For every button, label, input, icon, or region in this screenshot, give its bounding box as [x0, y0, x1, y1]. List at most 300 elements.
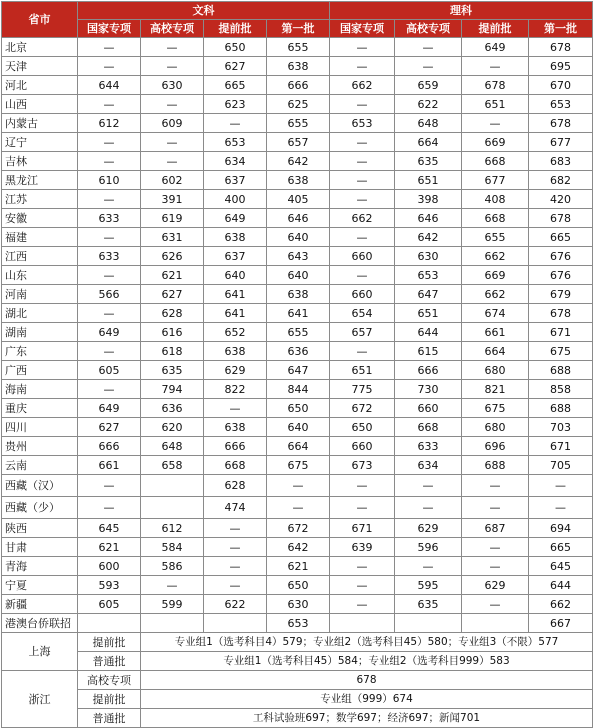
score-cell: 420 — [529, 190, 593, 209]
header-sub-4: 国家专项 — [330, 20, 395, 38]
score-cell: — — [330, 133, 395, 152]
score-cell: — — [78, 152, 141, 171]
score-cell: — — [395, 38, 462, 57]
score-cell: — — [330, 228, 395, 247]
batch-label: 提前批 — [78, 633, 141, 652]
score-cell: — — [141, 576, 204, 595]
score-cell: 646 — [267, 209, 330, 228]
score-cell: 645 — [529, 557, 593, 576]
score-cell: 619 — [141, 209, 204, 228]
score-cell: 638 — [267, 57, 330, 76]
table-row — [2, 380, 593, 399]
score-cell: 688 — [462, 456, 529, 475]
score-cell: 676 — [529, 266, 593, 285]
header-sub-3: 第一批 — [267, 20, 330, 38]
score-cell: 650 — [267, 399, 330, 418]
score-cell: — — [204, 399, 267, 418]
score-cell: 596 — [395, 538, 462, 557]
score-cell: 657 — [267, 133, 330, 152]
score-cell: 636 — [141, 399, 204, 418]
score-cell — [141, 497, 204, 519]
score-cell: 633 — [78, 209, 141, 228]
score-cell: 638 — [267, 171, 330, 190]
score-cell: 625 — [267, 95, 330, 114]
table-row — [2, 475, 593, 497]
table-row — [2, 266, 593, 285]
score-cell: — — [395, 497, 462, 519]
province-name: 陕西 — [2, 519, 78, 538]
score-cell: 647 — [395, 285, 462, 304]
table-row — [2, 38, 593, 57]
header-like: 理科 — [330, 2, 593, 20]
province-name: 重庆 — [2, 399, 78, 418]
score-cell: 694 — [529, 519, 593, 538]
score-cell: 621 — [141, 266, 204, 285]
score-cell: 398 — [395, 190, 462, 209]
batch-note: 工科试验班697；数学697；经济697；新闻701 — [141, 709, 593, 728]
batch-note: 678 — [141, 671, 593, 690]
batch-note: 专业组1（选考科目45）584；专业组2（选考科目999）583 — [141, 652, 593, 671]
score-cell: 638 — [204, 342, 267, 361]
score-cell: 687 — [462, 519, 529, 538]
score-cell — [78, 614, 141, 633]
province-name: 福建 — [2, 228, 78, 247]
province-name: 西藏（少） — [2, 497, 78, 519]
score-cell: — — [78, 190, 141, 209]
score-cell: 628 — [141, 304, 204, 323]
score-cell: 391 — [141, 190, 204, 209]
score-cell: 405 — [267, 190, 330, 209]
shanghai-row — [2, 652, 593, 671]
province-name: 辽宁 — [2, 133, 78, 152]
score-cell: 622 — [204, 595, 267, 614]
score-cell: 661 — [462, 323, 529, 342]
score-cell: 650 — [330, 418, 395, 437]
score-cell: 641 — [204, 285, 267, 304]
score-cell: 651 — [395, 304, 462, 323]
province-name: 港澳台侨联招 — [2, 614, 78, 633]
score-cell: 622 — [395, 95, 462, 114]
score-cell: 633 — [395, 437, 462, 456]
province-name: 青海 — [2, 557, 78, 576]
score-cell: 669 — [462, 266, 529, 285]
score-cell: 678 — [529, 209, 593, 228]
table-row — [2, 595, 593, 614]
score-cell: 666 — [78, 437, 141, 456]
province-name: 湖北 — [2, 304, 78, 323]
score-cell: 669 — [462, 133, 529, 152]
score-cell: 680 — [462, 418, 529, 437]
score-cell: — — [204, 114, 267, 133]
score-cell: — — [330, 38, 395, 57]
score-cell: 665 — [529, 228, 593, 247]
score-cell: 657 — [330, 323, 395, 342]
score-cell: — — [78, 475, 141, 497]
score-cell: — — [78, 228, 141, 247]
score-cell: — — [78, 304, 141, 323]
score-cell: 666 — [204, 437, 267, 456]
score-cell: 703 — [529, 418, 593, 437]
score-cell: 631 — [141, 228, 204, 247]
score-cell: 651 — [395, 171, 462, 190]
score-cell: 677 — [462, 171, 529, 190]
province-name-zhejiang: 浙江 — [2, 671, 78, 728]
score-cell: 688 — [529, 399, 593, 418]
score-cell: 600 — [78, 557, 141, 576]
admission-score-table — [1, 1, 593, 728]
score-cell: 644 — [395, 323, 462, 342]
batch-note: 专业组（999）674 — [141, 690, 593, 709]
table-row — [2, 399, 593, 418]
header-sub-0: 国家专项 — [78, 20, 141, 38]
province-name: 宁夏 — [2, 576, 78, 595]
score-cell: 584 — [141, 538, 204, 557]
province-name: 河北 — [2, 76, 78, 95]
score-cell: 612 — [141, 519, 204, 538]
score-cell: 627 — [204, 57, 267, 76]
score-cell: 649 — [462, 38, 529, 57]
score-cell: 629 — [204, 361, 267, 380]
table-row — [2, 209, 593, 228]
province-name: 四川 — [2, 418, 78, 437]
score-cell: — — [204, 538, 267, 557]
score-cell — [395, 614, 462, 633]
score-cell: 655 — [267, 323, 330, 342]
score-cell: 630 — [395, 247, 462, 266]
score-cell: 664 — [267, 437, 330, 456]
table-row — [2, 171, 593, 190]
score-cell: — — [78, 342, 141, 361]
table-row — [2, 519, 593, 538]
province-name: 西藏（汉） — [2, 475, 78, 497]
province-name: 北京 — [2, 38, 78, 57]
table-row — [2, 323, 593, 342]
score-cell: — — [462, 497, 529, 519]
table-row — [2, 614, 593, 633]
score-cell: 586 — [141, 557, 204, 576]
score-cell: 664 — [395, 133, 462, 152]
table-row — [2, 361, 593, 380]
score-cell: 668 — [204, 456, 267, 475]
shanghai-row — [2, 633, 593, 652]
province-name: 广西 — [2, 361, 78, 380]
score-cell: 649 — [78, 323, 141, 342]
score-cell: 633 — [78, 247, 141, 266]
score-cell: — — [204, 519, 267, 538]
score-cell: 474 — [204, 497, 267, 519]
score-cell: 858 — [529, 380, 593, 399]
table-row — [2, 418, 593, 437]
score-cell: 671 — [330, 519, 395, 538]
score-cell: 635 — [395, 152, 462, 171]
score-cell: — — [78, 497, 141, 519]
score-cell: 605 — [78, 595, 141, 614]
score-cell: 644 — [78, 76, 141, 95]
province-name: 内蒙古 — [2, 114, 78, 133]
score-cell: — — [529, 497, 593, 519]
score-cell: 665 — [529, 538, 593, 557]
score-cell: — — [141, 133, 204, 152]
table-row — [2, 497, 593, 519]
header-sub-5: 高校专项 — [395, 20, 462, 38]
score-cell: 655 — [267, 114, 330, 133]
score-cell: — — [330, 57, 395, 76]
province-name: 安徽 — [2, 209, 78, 228]
score-cell: 641 — [204, 304, 267, 323]
header-wenke: 文科 — [78, 2, 330, 20]
score-cell: 593 — [78, 576, 141, 595]
table-row — [2, 247, 593, 266]
score-cell: 665 — [204, 76, 267, 95]
score-cell: 637 — [204, 247, 267, 266]
score-cell: 623 — [204, 95, 267, 114]
score-cell: — — [330, 342, 395, 361]
score-cell: 400 — [204, 190, 267, 209]
province-name: 广东 — [2, 342, 78, 361]
score-cell: 660 — [395, 399, 462, 418]
score-cell: 659 — [395, 76, 462, 95]
score-cell: 662 — [462, 247, 529, 266]
score-cell: 649 — [204, 209, 267, 228]
score-cell: 648 — [395, 114, 462, 133]
score-cell: — — [462, 57, 529, 76]
score-cell: — — [204, 557, 267, 576]
score-cell: 408 — [462, 190, 529, 209]
table-row — [2, 152, 593, 171]
score-cell — [204, 614, 267, 633]
score-cell: 626 — [141, 247, 204, 266]
score-cell: — — [462, 538, 529, 557]
score-cell: 674 — [462, 304, 529, 323]
score-cell: — — [204, 576, 267, 595]
score-cell: — — [330, 557, 395, 576]
score-cell: 645 — [78, 519, 141, 538]
score-cell: 610 — [78, 171, 141, 190]
table-row — [2, 76, 593, 95]
table-row — [2, 437, 593, 456]
score-cell: 794 — [141, 380, 204, 399]
score-cell: — — [462, 557, 529, 576]
score-cell: 621 — [78, 538, 141, 557]
score-cell: 662 — [529, 595, 593, 614]
table-row — [2, 114, 593, 133]
score-cell: 683 — [529, 152, 593, 171]
province-name: 山西 — [2, 95, 78, 114]
province-name-shanghai: 上海 — [2, 633, 78, 671]
score-cell: — — [330, 475, 395, 497]
score-cell: 666 — [267, 76, 330, 95]
score-cell: 678 — [462, 76, 529, 95]
score-cell: — — [78, 266, 141, 285]
batch-note: 专业组1（选考科目4）579；专业组2（选考科目45）580；专业组3（不限）577 — [141, 633, 593, 652]
score-cell: — — [462, 595, 529, 614]
header-province: 省市 — [2, 2, 78, 38]
province-name: 贵州 — [2, 437, 78, 456]
score-cell: 628 — [204, 475, 267, 497]
score-cell: 652 — [204, 323, 267, 342]
score-cell: 653 — [267, 614, 330, 633]
score-cell: 678 — [529, 114, 593, 133]
score-cell: 636 — [267, 342, 330, 361]
score-cell: 651 — [330, 361, 395, 380]
score-cell: 642 — [267, 152, 330, 171]
province-name: 天津 — [2, 57, 78, 76]
score-cell: 620 — [141, 418, 204, 437]
score-cell: 654 — [330, 304, 395, 323]
table-row — [2, 557, 593, 576]
score-cell: 655 — [267, 38, 330, 57]
score-cell: 639 — [330, 538, 395, 557]
province-name: 湖南 — [2, 323, 78, 342]
score-cell: 668 — [395, 418, 462, 437]
table-row — [2, 576, 593, 595]
score-cell: — — [462, 475, 529, 497]
score-cell: 653 — [529, 95, 593, 114]
score-cell: 662 — [462, 285, 529, 304]
score-cell: 660 — [330, 285, 395, 304]
score-cell: 599 — [141, 595, 204, 614]
score-cell: — — [141, 38, 204, 57]
score-cell: — — [462, 114, 529, 133]
score-cell: 647 — [267, 361, 330, 380]
score-cell: 672 — [330, 399, 395, 418]
score-cell: 822 — [204, 380, 267, 399]
score-cell: 844 — [267, 380, 330, 399]
score-cell: 658 — [141, 456, 204, 475]
score-cell: 644 — [529, 576, 593, 595]
score-cell: 629 — [462, 576, 529, 595]
batch-label: 高校专项 — [78, 671, 141, 690]
score-cell: — — [78, 133, 141, 152]
score-cell: — — [141, 95, 204, 114]
score-cell: — — [395, 557, 462, 576]
score-cell: — — [267, 497, 330, 519]
table-row — [2, 190, 593, 209]
score-cell: 638 — [267, 285, 330, 304]
score-cell: — — [330, 171, 395, 190]
province-name: 吉林 — [2, 152, 78, 171]
province-name: 海南 — [2, 380, 78, 399]
table-row — [2, 304, 593, 323]
score-cell: — — [330, 595, 395, 614]
batch-label: 普通批 — [78, 652, 141, 671]
score-cell: — — [78, 38, 141, 57]
score-cell: 667 — [529, 614, 593, 633]
score-cell: 635 — [141, 361, 204, 380]
score-cell: — — [395, 57, 462, 76]
score-cell: 668 — [462, 209, 529, 228]
score-cell: 678 — [529, 38, 593, 57]
score-cell: 649 — [78, 399, 141, 418]
score-cell: 640 — [267, 418, 330, 437]
score-cell: 680 — [462, 361, 529, 380]
score-cell: 675 — [529, 342, 593, 361]
zhejiang-row — [2, 690, 593, 709]
score-cell: — — [529, 475, 593, 497]
batch-label: 普通批 — [78, 709, 141, 728]
score-cell: 695 — [529, 57, 593, 76]
province-name: 甘肃 — [2, 538, 78, 557]
zhejiang-row — [2, 671, 593, 690]
score-cell: 678 — [529, 304, 593, 323]
table-row — [2, 228, 593, 247]
score-cell: 730 — [395, 380, 462, 399]
score-cell: — — [330, 190, 395, 209]
table-row — [2, 95, 593, 114]
score-cell: 775 — [330, 380, 395, 399]
score-cell: 648 — [141, 437, 204, 456]
score-cell: 666 — [395, 361, 462, 380]
score-cell: 612 — [78, 114, 141, 133]
score-cell: 609 — [141, 114, 204, 133]
score-cell — [462, 614, 529, 633]
score-cell: 651 — [462, 95, 529, 114]
province-name: 江西 — [2, 247, 78, 266]
score-cell: 618 — [141, 342, 204, 361]
score-cell: 670 — [529, 76, 593, 95]
score-cell: 653 — [395, 266, 462, 285]
province-name: 河南 — [2, 285, 78, 304]
score-cell: 638 — [204, 228, 267, 247]
score-cell: — — [330, 576, 395, 595]
province-name: 黑龙江 — [2, 171, 78, 190]
province-name: 新疆 — [2, 595, 78, 614]
score-cell: — — [78, 95, 141, 114]
score-cell: 638 — [204, 418, 267, 437]
score-cell: 634 — [204, 152, 267, 171]
score-cell: 621 — [267, 557, 330, 576]
score-cell: — — [330, 95, 395, 114]
score-cell: 646 — [395, 209, 462, 228]
score-cell: 629 — [395, 519, 462, 538]
score-cell: 660 — [330, 437, 395, 456]
score-cell: — — [330, 152, 395, 171]
table-row — [2, 456, 593, 475]
score-cell: 671 — [529, 323, 593, 342]
province-name: 江苏 — [2, 190, 78, 209]
table-row — [2, 285, 593, 304]
score-cell: 679 — [529, 285, 593, 304]
score-cell: 675 — [267, 456, 330, 475]
score-cell — [141, 475, 204, 497]
score-cell: 634 — [395, 456, 462, 475]
score-cell: 630 — [141, 76, 204, 95]
score-cell: 595 — [395, 576, 462, 595]
header-sub-2: 提前批 — [204, 20, 267, 38]
zhejiang-row — [2, 709, 593, 728]
score-cell: 705 — [529, 456, 593, 475]
score-cell: 688 — [529, 361, 593, 380]
score-cell: — — [330, 497, 395, 519]
score-cell: 642 — [267, 538, 330, 557]
score-cell: 641 — [267, 304, 330, 323]
score-cell: 643 — [267, 247, 330, 266]
province-name: 云南 — [2, 456, 78, 475]
score-cell: — — [141, 152, 204, 171]
table-row — [2, 342, 593, 361]
score-cell: 653 — [204, 133, 267, 152]
score-cell: 630 — [267, 595, 330, 614]
table-row — [2, 57, 593, 76]
score-cell: 605 — [78, 361, 141, 380]
score-cell — [141, 614, 204, 633]
score-cell: 672 — [267, 519, 330, 538]
score-cell: 650 — [204, 38, 267, 57]
score-cell: 682 — [529, 171, 593, 190]
score-cell: 661 — [78, 456, 141, 475]
score-cell: — — [330, 266, 395, 285]
score-cell: — — [141, 57, 204, 76]
